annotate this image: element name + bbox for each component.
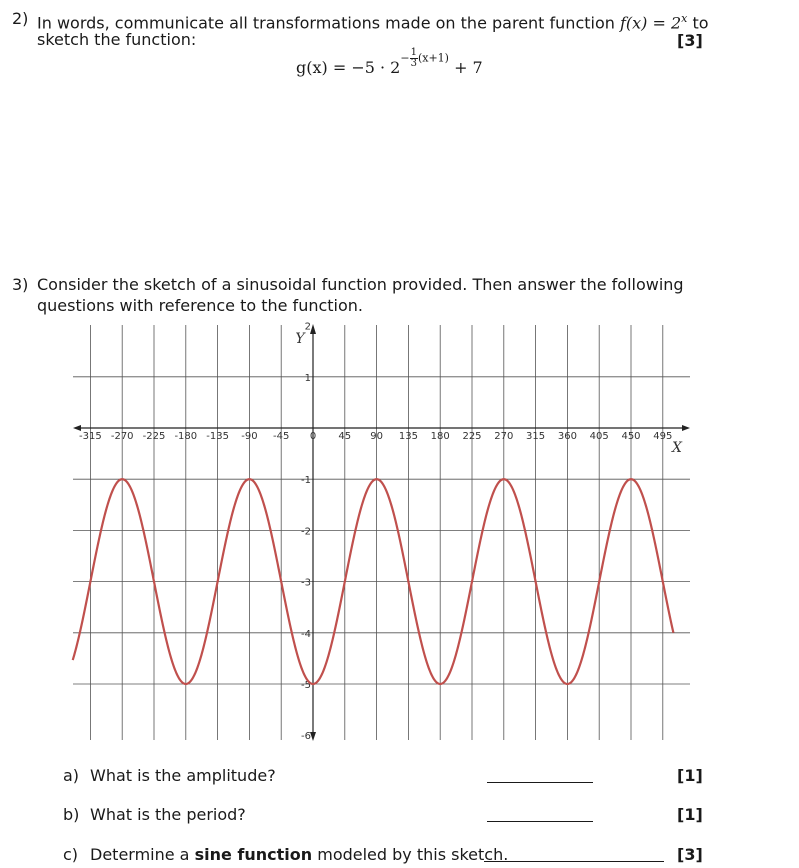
question-2-marks: [3] [677, 31, 703, 50]
exp-tail: (x+1) [417, 51, 449, 64]
subquestion-c-text-bold: sine function [194, 845, 313, 864]
x-tick-label: -135 [206, 431, 229, 442]
subquestion-a-text: What is the amplitude? [90, 766, 276, 785]
x-tick-label: -225 [142, 431, 166, 442]
question-2-text-line2: sketch the function: [37, 30, 197, 49]
x-tick-label: 135 [398, 431, 418, 442]
y-tick-label: -1 [301, 475, 311, 487]
x-tick-label: 90 [370, 431, 383, 442]
x-tick-label: 495 [653, 431, 673, 442]
grid [73, 325, 690, 743]
subquestion-c-label: c) [63, 845, 79, 864]
subquestion-c-text-after: modeled by this sketch. [317, 845, 509, 864]
question-2-number: 2) [12, 9, 29, 28]
subquestion-b-label: b) [63, 805, 80, 824]
x-tick-label: 45 [338, 431, 352, 442]
subquestion-c-text [90, 845, 508, 865]
x-tick-label: 405 [589, 431, 609, 442]
x-tick-label: 270 [494, 431, 514, 442]
subquestion-a-label: a) [63, 766, 80, 785]
x-tick-label: -180 [174, 431, 198, 442]
x-tick-label: 225 [462, 431, 482, 442]
x-tick-label: 360 [557, 431, 577, 442]
parent-function: f(x) = 2 [619, 13, 682, 33]
x-tick-label: 0 [309, 431, 317, 442]
y-tick-label: -4 [301, 628, 311, 640]
x-tick-label: -315 [79, 431, 102, 442]
y-tick-label: -5 [301, 680, 311, 691]
y-tick-label: -6 [301, 731, 311, 743]
tick-labels [79, 322, 683, 743]
question-3-text-line2: questions with reference to the function. [37, 296, 363, 315]
x-tick-label: 450 [621, 431, 641, 442]
y-axis-label: Y [295, 331, 305, 347]
x-axis-label: X [672, 440, 682, 456]
subquestion-c-text-before: Determine a [90, 845, 190, 864]
x-axis-arrow-right [682, 425, 690, 431]
y-tick-label: -3 [301, 577, 311, 589]
exp-denominator: 3 [410, 57, 417, 69]
question-3-text-line1: Consider the sketch of a sinusoidal function provided. Then answer the following [37, 275, 684, 294]
x-tick-label: 180 [430, 431, 450, 442]
exp-sign: − [400, 51, 410, 64]
x-tick-label: -45 [273, 431, 290, 442]
subquestion-b-marks: [1] [677, 805, 703, 824]
axes [73, 321, 690, 741]
y-tick-label: -2 [301, 526, 311, 538]
y-tick-label: 2 [304, 321, 311, 333]
equation-left: g(x) = −5 · 2 [296, 58, 401, 77]
exp-numerator: 1 [410, 46, 417, 58]
answer-line-c[interactable] [484, 861, 664, 862]
x-tick-label: -90 [241, 431, 258, 442]
y-tick-label: 1 [304, 372, 311, 384]
x-tick-label: -270 [110, 431, 134, 442]
subquestion-a-marks: [1] [677, 766, 703, 785]
answer-line-a[interactable] [487, 782, 593, 783]
question-2-text-after: to [692, 13, 709, 33]
parent-exponent: x [681, 12, 688, 25]
answer-line-b[interactable] [487, 821, 593, 822]
x-tick-label: 315 [526, 431, 546, 442]
subquestion-b-text: What is the period? [90, 805, 246, 824]
question-3-number: 3) [12, 275, 29, 294]
equation-right: + 7 [454, 58, 483, 77]
subquestion-c-marks: [3] [677, 845, 703, 864]
question-2-text: In words, communicate all transformations made on the parent function [37, 13, 615, 33]
